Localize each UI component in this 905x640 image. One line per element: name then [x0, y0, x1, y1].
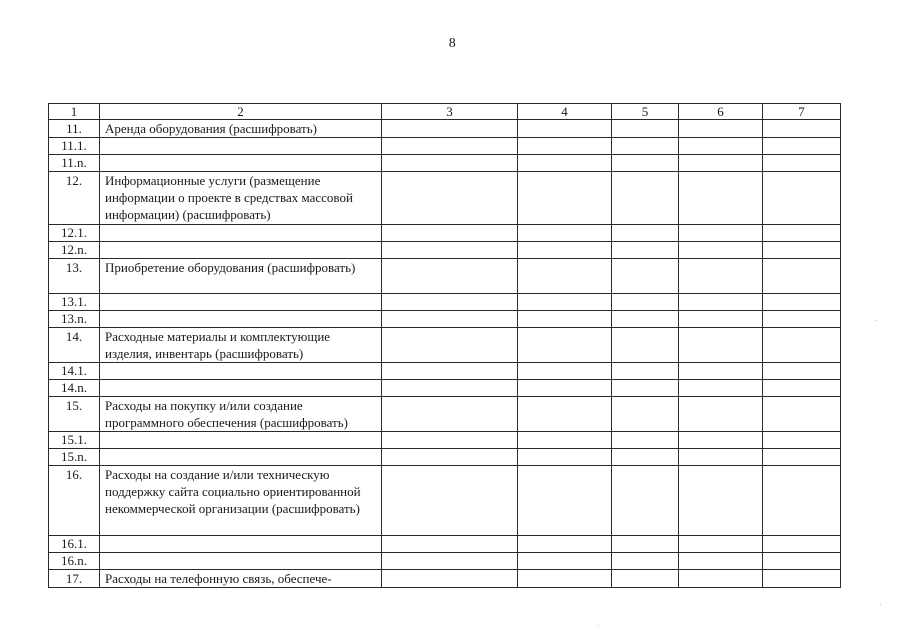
empty-cell-col-4: [518, 466, 612, 536]
row-number: 15.1.: [49, 432, 100, 449]
empty-cell-col-4: [518, 570, 612, 588]
row-description: [100, 432, 382, 449]
row-number: 14.: [49, 328, 100, 363]
empty-cell-col-7: [763, 536, 841, 553]
table-subrow: [49, 311, 841, 328]
table-row: [49, 397, 841, 432]
table-subrow: [49, 138, 841, 155]
empty-cell-col-4: [518, 259, 612, 294]
empty-cell-col-4: [518, 536, 612, 553]
table-subrow: [49, 449, 841, 466]
empty-cell-col-7: [763, 225, 841, 242]
empty-cell-col-5: [612, 259, 679, 294]
empty-cell-col-4: [518, 172, 612, 225]
row-description: [100, 363, 382, 380]
empty-cell-col-3: [382, 553, 518, 570]
column-header-7: 7: [763, 104, 841, 120]
row-description: [100, 259, 382, 294]
column-header-3: 3: [382, 104, 518, 120]
row-number: 17.: [49, 570, 100, 588]
empty-cell-col-4: [518, 553, 612, 570]
row-description: [100, 380, 382, 397]
empty-cell-col-3: [382, 432, 518, 449]
empty-cell-col-4: [518, 155, 612, 172]
row-description-text: Аренда оборудования (расшифровать): [105, 121, 317, 136]
row-number: 12.: [49, 172, 100, 225]
empty-cell-col-5: [612, 363, 679, 380]
empty-cell-col-4: [518, 225, 612, 242]
header-row: [49, 104, 841, 120]
row-number: 12.n.: [49, 242, 100, 259]
empty-cell-col-3: [382, 294, 518, 311]
empty-cell-col-7: [763, 120, 841, 138]
row-description: [100, 328, 382, 363]
row-description: [100, 397, 382, 432]
row-number: 14.1.: [49, 363, 100, 380]
row-description: [100, 225, 382, 242]
empty-cell-col-7: [763, 397, 841, 432]
empty-cell-col-6: [679, 380, 763, 397]
empty-cell-col-7: [763, 466, 841, 536]
empty-cell-col-7: [763, 363, 841, 380]
empty-cell-col-4: [518, 380, 612, 397]
empty-cell-col-6: [679, 536, 763, 553]
row-description: [100, 536, 382, 553]
empty-cell-col-5: [612, 536, 679, 553]
empty-cell-col-7: [763, 570, 841, 588]
table-subrow: [49, 294, 841, 311]
empty-cell-col-4: [518, 294, 612, 311]
page-number: 8: [448, 36, 457, 51]
empty-cell-col-6: [679, 311, 763, 328]
empty-cell-col-6: [679, 294, 763, 311]
empty-cell-col-4: [518, 138, 612, 155]
row-number: 16.n.: [49, 553, 100, 570]
row-description: [100, 570, 382, 588]
table-row: [49, 570, 841, 588]
empty-cell-col-5: [612, 242, 679, 259]
row-number: 16.: [49, 466, 100, 536]
scan-speck: [876, 320, 877, 321]
empty-cell-col-4: [518, 328, 612, 363]
empty-cell-col-3: [382, 242, 518, 259]
row-description-text: Расходы на создание и/или техническую поддержку сайта социально ориентированной некоммерческой организации (расшифровать): [105, 467, 361, 516]
empty-cell-col-6: [679, 155, 763, 172]
row-description: [100, 155, 382, 172]
row-description-text: Расходные материалы и комплектующие изделия, инвентарь (расшифровать): [105, 329, 331, 361]
row-description: [100, 311, 382, 328]
empty-cell-col-3: [382, 311, 518, 328]
empty-cell-col-7: [763, 449, 841, 466]
column-header-5: 5: [612, 104, 679, 120]
empty-cell-col-7: [763, 259, 841, 294]
row-number: 12.1.: [49, 225, 100, 242]
empty-cell-col-6: [679, 172, 763, 225]
table-body: [49, 104, 841, 588]
empty-cell-col-4: [518, 311, 612, 328]
empty-cell-col-3: [382, 449, 518, 466]
table-row: [49, 466, 841, 536]
empty-cell-col-7: [763, 138, 841, 155]
table-subrow: [49, 553, 841, 570]
column-header-2: 2: [100, 104, 382, 120]
budget-table: [48, 103, 841, 588]
table-row: [49, 172, 841, 225]
table-subrow: [49, 380, 841, 397]
empty-cell-col-7: [763, 242, 841, 259]
table-row: [49, 259, 841, 294]
empty-cell-col-6: [679, 225, 763, 242]
table-row: [49, 120, 841, 138]
empty-cell-col-7: [763, 380, 841, 397]
empty-cell-col-3: [382, 466, 518, 536]
empty-cell-col-3: [382, 155, 518, 172]
empty-cell-col-4: [518, 449, 612, 466]
row-number: 13.: [49, 259, 100, 294]
empty-cell-col-5: [612, 294, 679, 311]
empty-cell-col-3: [382, 397, 518, 432]
empty-cell-col-7: [763, 172, 841, 225]
empty-cell-col-4: [518, 363, 612, 380]
empty-cell-col-5: [612, 553, 679, 570]
table-subrow: [49, 363, 841, 380]
empty-cell-col-6: [679, 449, 763, 466]
row-description: [100, 466, 382, 536]
row-number: 11.: [49, 120, 100, 138]
empty-cell-col-6: [679, 138, 763, 155]
row-number: 14.n.: [49, 380, 100, 397]
row-description: [100, 294, 382, 311]
row-description: [100, 172, 382, 225]
empty-cell-col-4: [518, 120, 612, 138]
table-subrow: [49, 155, 841, 172]
empty-cell-col-5: [612, 449, 679, 466]
empty-cell-col-5: [612, 225, 679, 242]
empty-cell-col-7: [763, 311, 841, 328]
empty-cell-col-7: [763, 294, 841, 311]
row-description-text: Расходы на телефонную связь, обеспече-: [105, 571, 332, 586]
column-header-4: 4: [518, 104, 612, 120]
table-subrow: [49, 242, 841, 259]
empty-cell-col-3: [382, 380, 518, 397]
empty-cell-col-3: [382, 172, 518, 225]
column-header-1: 1: [49, 104, 100, 120]
row-number: 11.1.: [49, 138, 100, 155]
empty-cell-col-5: [612, 380, 679, 397]
empty-cell-col-4: [518, 397, 612, 432]
empty-cell-col-6: [679, 432, 763, 449]
row-number: 13.n.: [49, 311, 100, 328]
row-description: [100, 553, 382, 570]
column-header-6: 6: [679, 104, 763, 120]
table-row: [49, 328, 841, 363]
empty-cell-col-5: [612, 328, 679, 363]
empty-cell-col-5: [612, 155, 679, 172]
empty-cell-col-7: [763, 553, 841, 570]
empty-cell-col-4: [518, 242, 612, 259]
empty-cell-col-3: [382, 259, 518, 294]
empty-cell-col-5: [612, 466, 679, 536]
scan-speck: [598, 625, 599, 626]
empty-cell-col-3: [382, 363, 518, 380]
table-subrow: [49, 432, 841, 449]
table-subrow: [49, 536, 841, 553]
empty-cell-col-3: [382, 138, 518, 155]
row-number: 13.1.: [49, 294, 100, 311]
empty-cell-col-3: [382, 225, 518, 242]
table-subrow: [49, 225, 841, 242]
empty-cell-col-4: [518, 432, 612, 449]
empty-cell-col-6: [679, 363, 763, 380]
row-number: 16.1.: [49, 536, 100, 553]
empty-cell-col-3: [382, 328, 518, 363]
empty-cell-col-5: [612, 570, 679, 588]
row-description-text: Приобретение оборудования (расшифровать): [105, 260, 356, 275]
row-description-text: Расходы на покупку и/или создание программного обеспечения (расшифровать): [105, 398, 348, 430]
row-description: [100, 138, 382, 155]
empty-cell-col-6: [679, 242, 763, 259]
empty-cell-col-5: [612, 138, 679, 155]
empty-cell-col-5: [612, 432, 679, 449]
row-description: [100, 242, 382, 259]
empty-cell-col-6: [679, 570, 763, 588]
empty-cell-col-5: [612, 120, 679, 138]
empty-cell-col-7: [763, 432, 841, 449]
empty-cell-col-3: [382, 570, 518, 588]
empty-cell-col-6: [679, 328, 763, 363]
empty-cell-col-5: [612, 397, 679, 432]
row-number: 15.n.: [49, 449, 100, 466]
empty-cell-col-6: [679, 259, 763, 294]
empty-cell-col-3: [382, 120, 518, 138]
row-description: [100, 449, 382, 466]
empty-cell-col-7: [763, 155, 841, 172]
empty-cell-col-6: [679, 397, 763, 432]
row-description-text: Информационные услуги (размещение информации о проекте в средствах массовой информации) (расшифровать): [105, 173, 353, 222]
empty-cell-col-5: [612, 311, 679, 328]
empty-cell-col-7: [763, 328, 841, 363]
row-number: 15.: [49, 397, 100, 432]
empty-cell-col-5: [612, 172, 679, 225]
row-number: 11.n.: [49, 155, 100, 172]
empty-cell-col-6: [679, 466, 763, 536]
empty-cell-col-3: [382, 536, 518, 553]
empty-cell-col-6: [679, 553, 763, 570]
row-description: [100, 120, 382, 138]
empty-cell-col-6: [679, 120, 763, 138]
scan-speck: [880, 604, 881, 605]
